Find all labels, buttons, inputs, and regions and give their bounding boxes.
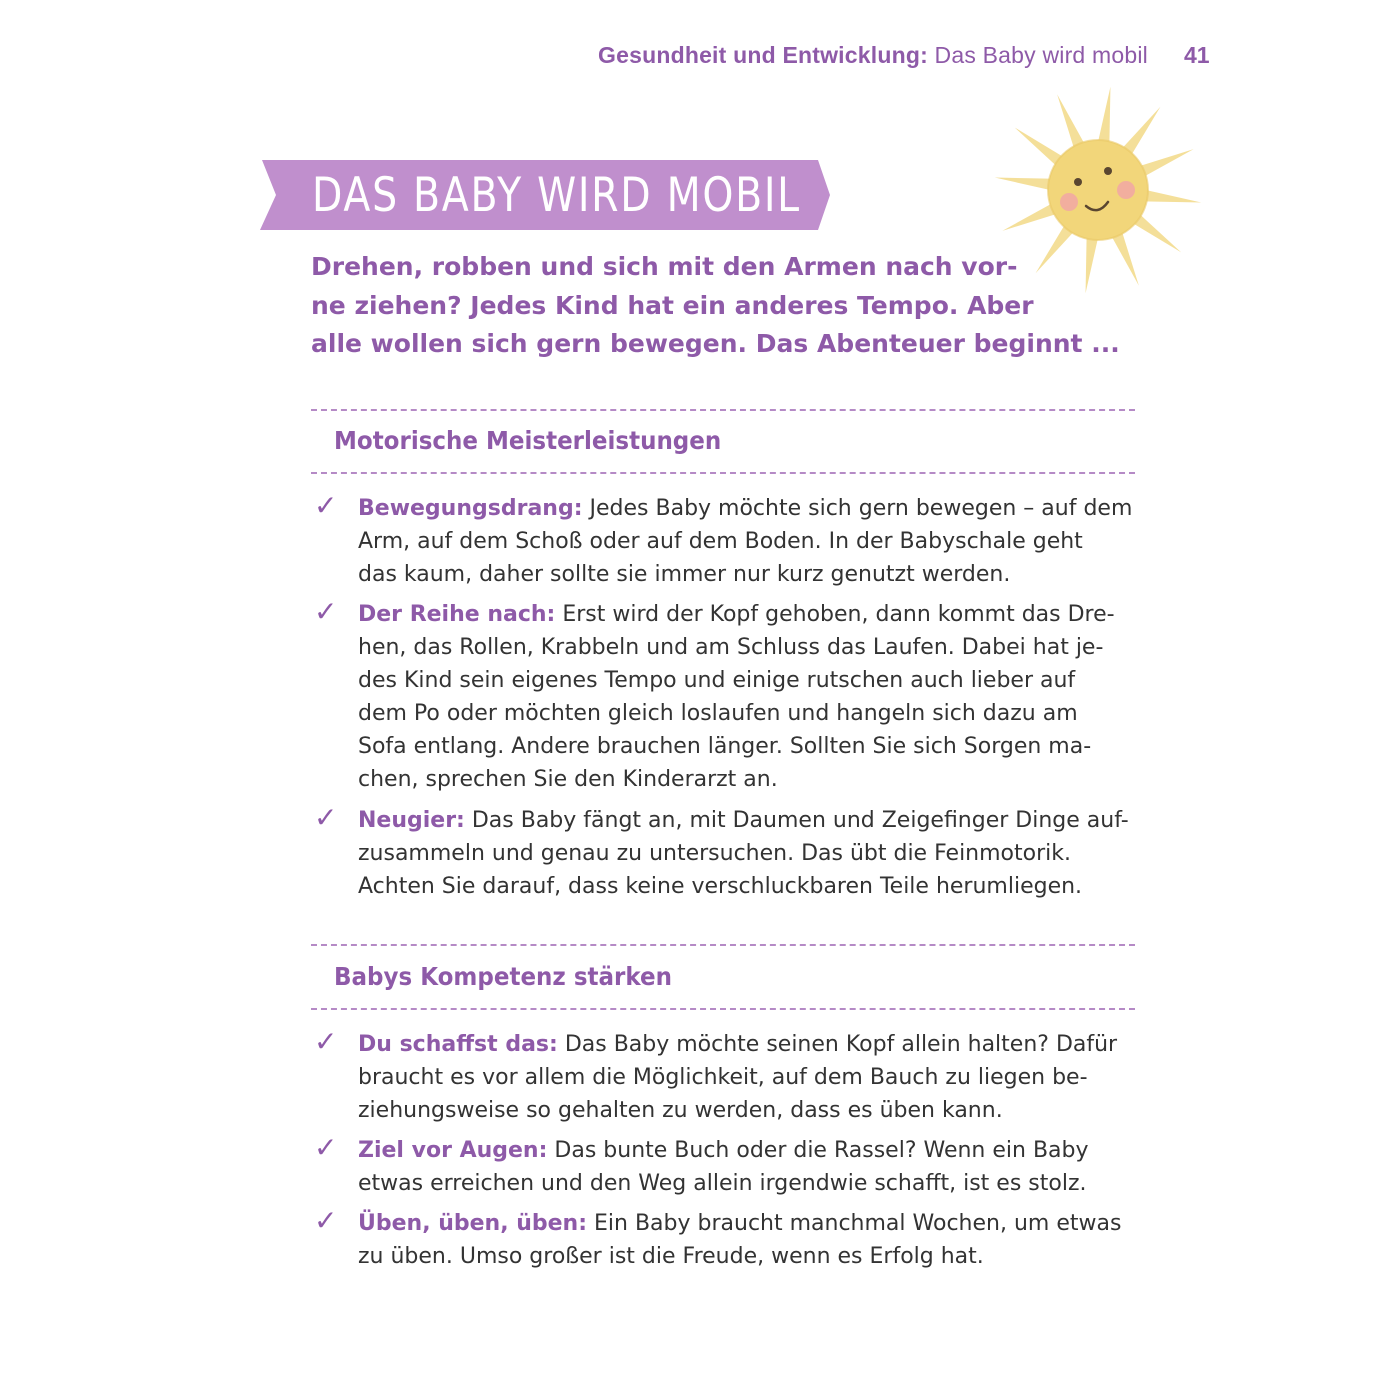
intro-line: Drehen, robben und sich mit den Armen nach vor- xyxy=(311,252,1018,281)
page-number: 41 xyxy=(1184,42,1210,68)
item-text: das kaum, daher sollte sie immer nur kurz genutzt werden. xyxy=(358,562,1011,587)
section-heading: Motorische Meisterleistungen xyxy=(334,426,722,455)
section-divider xyxy=(311,944,1135,946)
sun-ray xyxy=(1097,87,1110,148)
item-text: chen, sprechen Sie den Kinderarzt an. xyxy=(358,767,778,792)
intro-line: ne ziehen? Jedes Kind hat ein anderes Tempo. Aber xyxy=(311,290,1034,320)
item-text: zu üben. Umso großer ist die Freude, wenn es Erfolg hat. xyxy=(358,1244,984,1269)
item-text: Ein Baby braucht manchmal Wochen, um etwas xyxy=(594,1211,1122,1236)
item-term: Neugier: xyxy=(358,808,465,833)
item-term: Der Reihe nach: xyxy=(358,602,556,627)
item-text: Erst wird der Kopf gehoben, dann kommt das Dre- xyxy=(562,602,1115,627)
running-head xyxy=(598,42,1148,69)
item-text: des Kind sein eigenes Tempo und einige rutschen auch lieber auf xyxy=(358,668,1076,693)
section-divider xyxy=(311,409,1135,411)
checkmark-icon: ✓ xyxy=(314,489,338,522)
running-head-chapter: Das Baby wird mobil xyxy=(934,42,1148,68)
item-text: ziehungsweise so gehalten zu werden, dass es üben kann. xyxy=(358,1098,1003,1123)
item-text: braucht es vor allem die Möglichkeit, auf dem Bauch zu liegen be- xyxy=(358,1065,1088,1090)
item-text: Arm, auf dem Schoß oder auf dem Boden. In der Babyschale geht xyxy=(358,529,1083,554)
item-text: Sofa entlang. Andere brauchen länger. Sollten Sie sich Sorgen ma- xyxy=(358,734,1092,759)
item-text: etwas erreichen und den Weg allein irgendwie schafft, ist es stolz. xyxy=(358,1171,1087,1196)
item-text: zusammeln und genau zu untersuchen. Das übt die Feinmotorik. xyxy=(358,841,1071,866)
checkmark-icon: ✓ xyxy=(314,595,338,628)
item-term: Bewegungsdrang: xyxy=(358,496,583,521)
smiling-sun-icon xyxy=(990,78,1214,306)
page-title: DAS BABY WIRD MOBIL xyxy=(312,168,801,223)
item-text: dem Po oder möchten gleich loslaufen und hangeln sich dazu am xyxy=(358,701,1078,726)
intro-paragraph xyxy=(311,248,1120,364)
item-text: Das Baby möchte seinen Kopf allein halten? Dafür xyxy=(564,1032,1118,1057)
title-banner xyxy=(258,158,832,232)
item-text: Das Baby fängt an, mit Daumen und Zeigefinger Dinge auf- xyxy=(471,808,1129,833)
sun-ray xyxy=(1141,189,1202,202)
section-divider xyxy=(311,1008,1135,1010)
item-text: Das bunte Buch oder die Rassel? Wenn ein Baby xyxy=(554,1138,1089,1163)
intro-line: alle wollen sich gern bewegen. Das Abenteuer beginnt ... xyxy=(311,329,1120,358)
section-divider xyxy=(311,472,1135,474)
checkmark-icon: ✓ xyxy=(314,1025,338,1058)
checkmark-icon: ✓ xyxy=(314,1131,338,1164)
checkmark-icon: ✓ xyxy=(314,1204,338,1237)
item-term: Ziel vor Augen: xyxy=(358,1138,548,1163)
item-term: Du schaffst das: xyxy=(358,1032,558,1057)
item-term: Üben, üben, üben: xyxy=(358,1211,588,1236)
section-heading: Babys Kompetenz stärken xyxy=(334,962,673,991)
running-head-section: Gesundheit und Entwicklung: xyxy=(598,42,928,68)
item-text: Jedes Baby möchte sich gern bewegen – auf dem xyxy=(589,496,1133,521)
sun-ray xyxy=(1086,233,1099,294)
item-text: hen, das Rollen, Krabbeln und am Schluss das Laufen. Dabei hat je- xyxy=(358,635,1104,660)
sun-ray xyxy=(995,178,1056,191)
checkmark-icon: ✓ xyxy=(314,801,338,834)
item-text: Achten Sie darauf, dass keine verschluckbaren Teile herumliegen. xyxy=(358,874,1083,899)
